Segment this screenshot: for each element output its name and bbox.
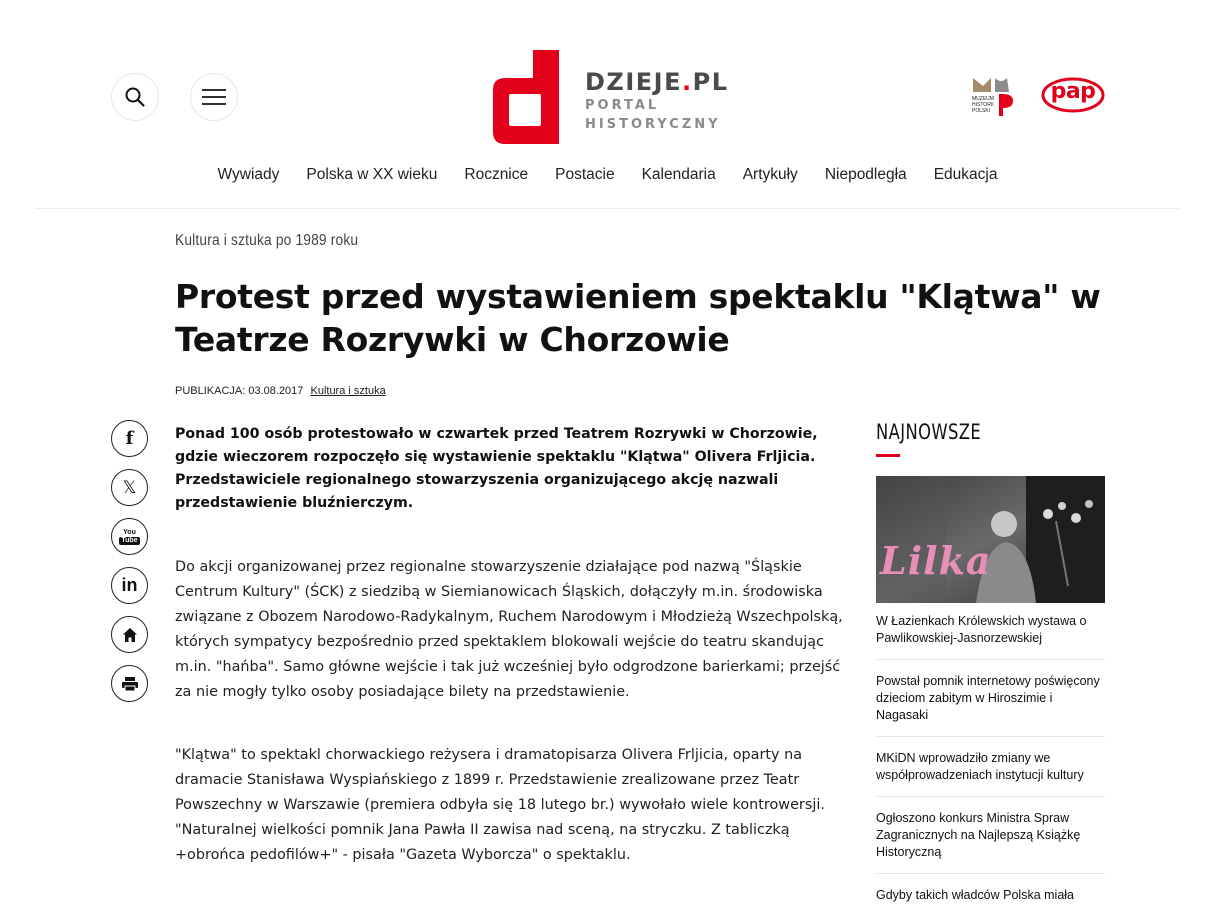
- logo-subtitle-historyczny: HISTORYCZNY: [585, 117, 721, 132]
- article-meta: [175, 385, 386, 397]
- article-paragraph: Do akcji organizowanej przez regionalne stowarzyszenie działające pod nazwą "Śląskie Centrum Kultury" (ŚCK) z siedzibą w Siemianowicach Śląskich, dołączyły m.in. środowiska związane z Obozem Narodowo-Radykalnym, Ruchem Narodowym i Młodzieżą Wszechpolską, których sympatycy bezpośrednio przed spektaklem blokowali wejście do teatru skandując m.in. "hańba". Samo główne wejście i tak już wcześniej było odgrodzone barierkami; przejść za nie mogły tylko osoby posiadające bilety na przedstawienie.: [175, 559, 843, 700]
- sidebar-news-item[interactable]: MKiDN wprowadziło zmiany we współprowadzeniach instytucji kultury: [876, 750, 1105, 797]
- search-button[interactable]: [111, 73, 159, 121]
- facebook-icon: f: [125, 428, 134, 449]
- youtube-icon: You Tube: [121, 528, 138, 544]
- sidebar-heading-underline: [876, 454, 900, 457]
- article-tag-link[interactable]: Kultura i sztuka: [310, 385, 386, 397]
- pap-logo-text: pap: [1050, 79, 1096, 104]
- nav-item-artykuly[interactable]: Artykuły: [742, 166, 798, 183]
- print-button[interactable]: [111, 665, 148, 702]
- share-bar: [111, 420, 149, 714]
- home-icon: [122, 627, 138, 643]
- sidebar-news-item[interactable]: Gdyby takich władców Polska miała: [876, 887, 1105, 907]
- sidebar-news-item[interactable]: Powstał pomnik internetowy poświęcony dzieciom zabitym w Hiroszimie i Nagasaki: [876, 673, 1105, 737]
- logo-title: DZIEJE.PL: [585, 68, 729, 96]
- article-title: Protest przed wystawieniem spektaklu "Klątwa" w Teatrze Rozrywki w Chorzowie: [175, 277, 1101, 359]
- muzeum-historii-polski-logo[interactable]: [971, 76, 1019, 122]
- nav-item-kalendaria[interactable]: Kalendaria: [641, 166, 716, 183]
- hamburger-menu-icon: [201, 88, 227, 106]
- logo-text: [585, 68, 729, 134]
- nav-item-polska-w-xx-wieku[interactable]: Polska w XX wieku: [306, 166, 438, 183]
- main-navigation: [0, 166, 1215, 184]
- article-lead: Ponad 100 osób protestowało w czwartek przed Teatrem Rozrywki w Chorzowie, gdzie wieczorem rozpoczęło się wystawienie spektaklu "Klątwa" Olivera Frljicia. Przedstawiciele regionalnego stowarzyszenia organizującego akcję nazwali przedstawienie bluźnierczym.: [175, 426, 818, 511]
- sidebar-news-item[interactable]: Ogłoszono konkurs Ministra Spraw Zagranicznych na Najlepszą Książkę Historyczną: [876, 810, 1105, 874]
- nav-item-postacie[interactable]: Postacie: [555, 166, 615, 183]
- share-x-button[interactable]: [111, 469, 148, 506]
- search-icon: [124, 86, 146, 108]
- nav-item-wywiady[interactable]: Wywiady: [217, 166, 280, 183]
- nav-item-niepodlegla[interactable]: Niepodległa: [824, 166, 907, 183]
- sidebar-news-item[interactable]: W Łazienkach Królewskich wystawa o Pawlikowskiej-Jasnorzewskiej: [876, 613, 1105, 660]
- nav-item-edukacja[interactable]: Edukacja: [933, 166, 998, 183]
- breadcrumb-category[interactable]: Kultura i sztuka po 1989 roku: [175, 232, 359, 249]
- linkedin-icon: in: [121, 575, 138, 595]
- share-facebook-button[interactable]: [111, 420, 148, 457]
- sidebar-news-list: [876, 613, 1105, 907]
- dzieje-logo-icon: [491, 48, 559, 146]
- article-paragraph: "Klątwa" to spektakl chorwackiego reżysera i dramatopisarza Olivera Frljicia, oparty na dramacie Stanisława Wyspiańskiego z 1899 r. Przedstawienie zrealizowane przez Teatr Powszechny w Warszawie (premiera odbyła się 18 lutego br.) wywołało wiele kontrowersji. "Naturalnej wielkości pomnik Jana Pawła II zawisa nad sceną, na stryczku. Z tabliczką +obrońca pedofilów+" - pisała "Gazeta Wyborcza" o spektaklu.: [175, 747, 825, 863]
- header-divider: [35, 208, 1180, 209]
- share-youtube-button[interactable]: [111, 518, 148, 555]
- site-logo[interactable]: [491, 48, 731, 148]
- menu-button[interactable]: [190, 73, 238, 121]
- publication-date: PUBLIKACJA: 03.08.2017: [175, 385, 304, 397]
- x-twitter-icon: 𝕏: [122, 477, 137, 498]
- mhp-logo-text: MUZEUM HISTORII POLSKI: [972, 96, 994, 114]
- sidebar-heading: NAJNOWSZE: [876, 420, 982, 444]
- home-button[interactable]: [111, 616, 148, 653]
- logo-subtitle-portal: PORTAL: [585, 98, 660, 113]
- share-linkedin-button[interactable]: [111, 567, 148, 604]
- pap-logo[interactable]: [1041, 76, 1105, 114]
- featured-image-caption: Lilka: [880, 538, 992, 583]
- nav-item-rocznice[interactable]: Rocznice: [464, 166, 529, 183]
- sidebar-featured-image[interactable]: [876, 476, 1105, 603]
- print-icon: [121, 676, 139, 692]
